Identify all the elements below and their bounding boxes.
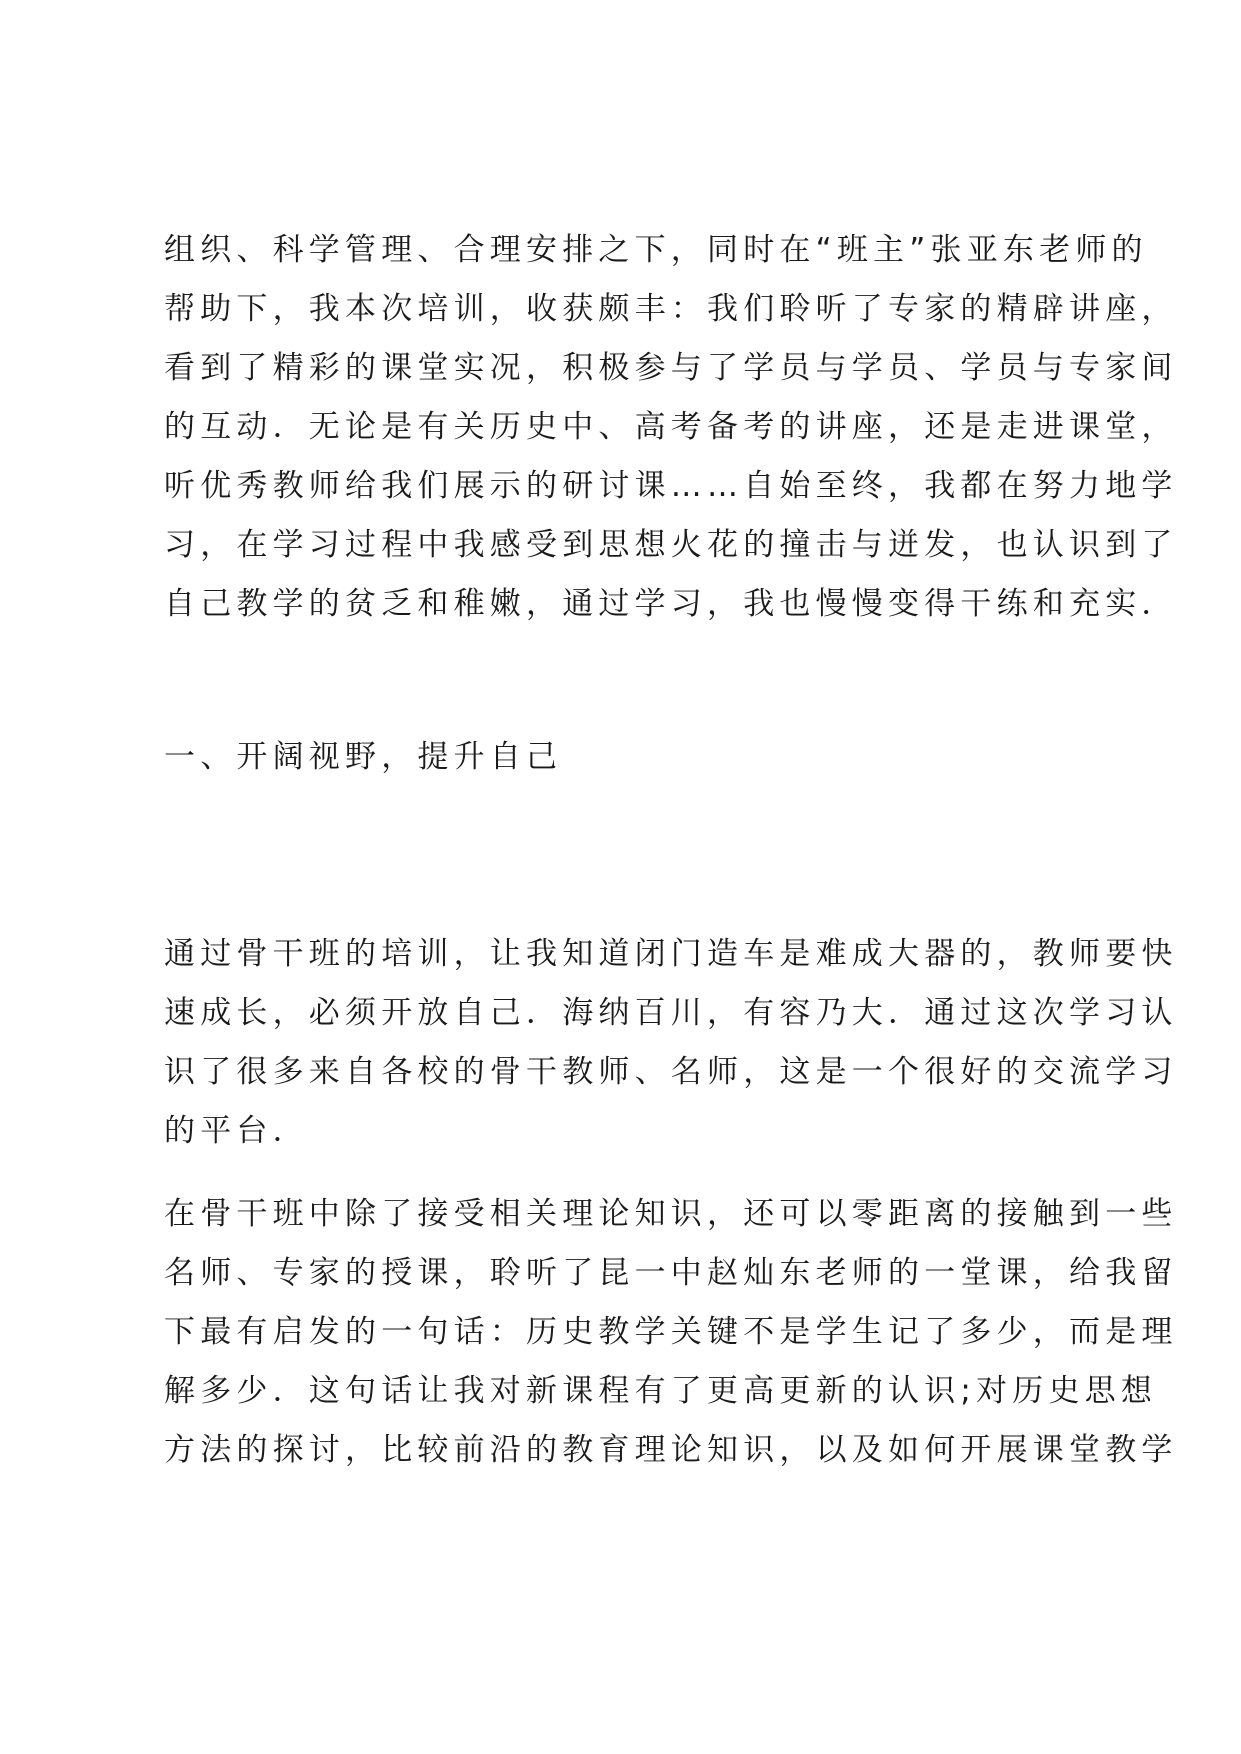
paragraph-line: 识了很多来自各校的骨干教师、名师，这是一个很好的交流学习	[164, 1054, 1178, 1090]
paragraph-1	[164, 221, 1178, 634]
paragraph-2	[164, 925, 1178, 1161]
paragraph-line: 解多少．这句话让我对新课程有了更高更新的认识;对历史思想	[164, 1373, 1158, 1409]
paragraph-line: 速成长，必须开放自己．海纳百川，有容乃大．通过这次学习认	[164, 995, 1178, 1031]
section-heading	[164, 728, 1104, 787]
paragraph-line: 通过骨干班的培训，让我知道闭门造车是难成大器的，教师要快	[164, 936, 1178, 972]
paragraph-line: 听优秀教师给我们展示的研讨课……自始至终，我都在努力地学	[164, 468, 1178, 504]
paragraph-line: 看到了精彩的课堂实况，积极参与了学员与学员、学员与专家间	[164, 350, 1178, 386]
paragraph-line: 习，在学习过程中我感受到思想火花的撞击与迸发，也认识到了	[164, 527, 1178, 563]
paragraph-line: 的平台．	[164, 1113, 309, 1149]
section-heading-text: 一、开阔视野，提升自己	[164, 739, 563, 775]
paragraph-line: 自己教学的贫乏和稚嫩，通过学习，我也慢慢变得干练和充实．	[164, 586, 1178, 622]
paragraph-line: 组织、科学管理、合理安排之下，同时在“班主”张亚东老师的	[164, 232, 1148, 268]
paragraph-line: 的互动．无论是有关历史中、高考备考的讲座，还是走进课堂，	[164, 409, 1178, 445]
paragraph-line: 名师、专家的授课，聆听了昆一中赵灿东老师的一堂课，给我留	[164, 1255, 1178, 1291]
paragraph-line: 在骨干班中除了接受相关理论知识，还可以零距离的接触到一些	[164, 1196, 1178, 1232]
paragraph-line: 方法的探讨，比较前沿的教育理论知识，以及如何开展课堂教学	[164, 1432, 1178, 1468]
paragraph-line: 下最有启发的一句话：历史教学关键不是学生记了多少，而是理	[164, 1314, 1178, 1350]
paragraph-line: 帮助下，我本次培训，收获颇丰：我们聆听了专家的精辟讲座，	[164, 291, 1178, 327]
paragraph-3	[164, 1185, 1178, 1480]
